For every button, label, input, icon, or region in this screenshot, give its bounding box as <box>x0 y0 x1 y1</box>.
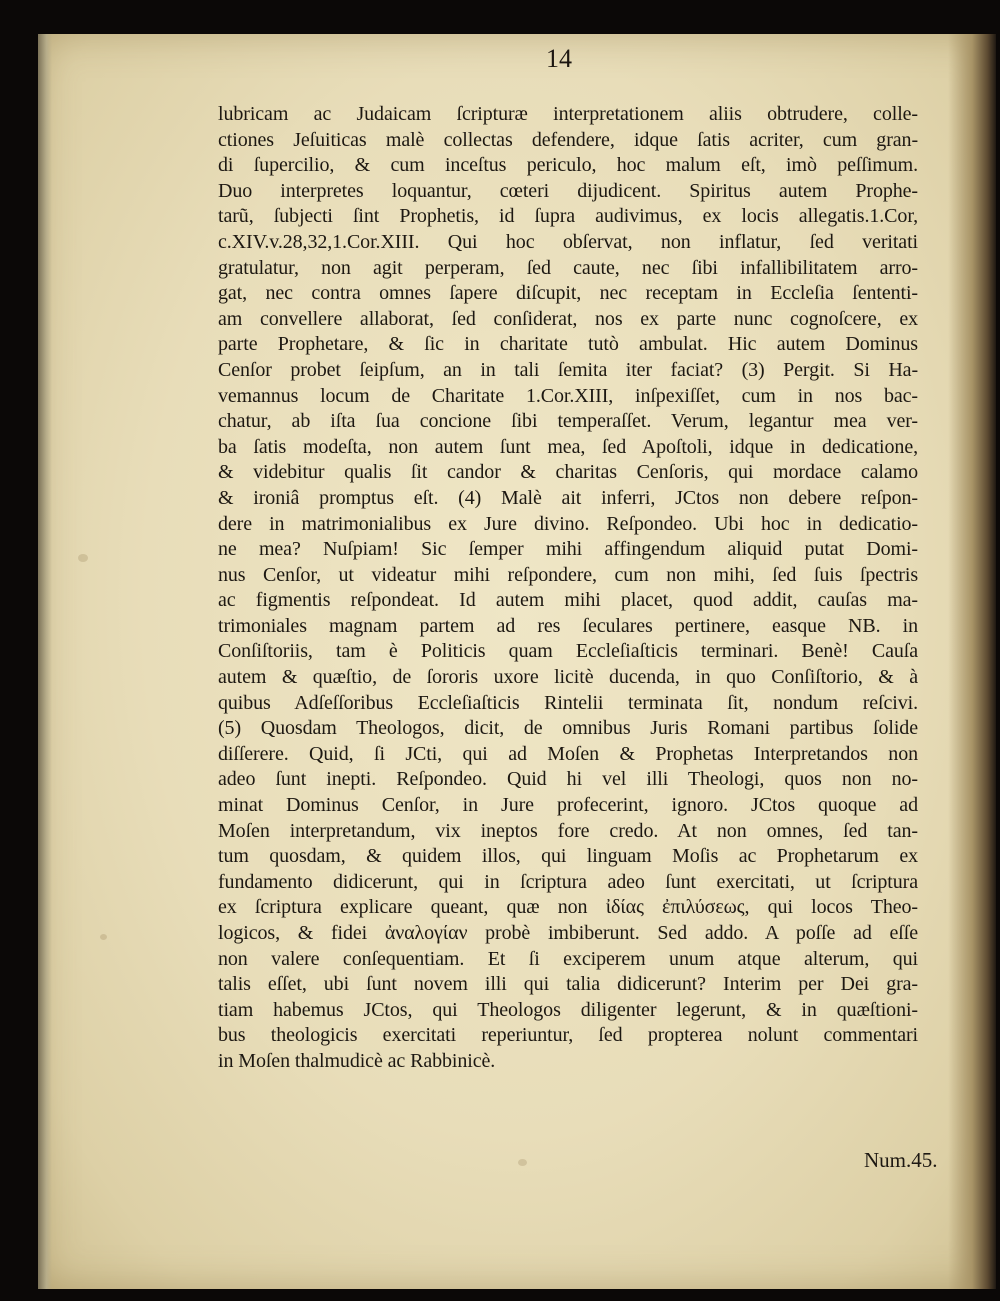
text-line: dere in matrimonialibus ex Jure divino. Reſpondeo. Ubi hoc in dedicatio- <box>218 512 918 535</box>
text-line: ba ſatis modeſta, non autem ſunt mea, ſed Apoſtoli, idque in dedicatione, <box>218 435 918 458</box>
text-line: ne mea? Nuſpiam! Sic ſemper mihi affingendum aliquid putat Domi- <box>218 538 918 561</box>
text-line: tarũ, ſubjecti ſint Prophetis, id ſupra audivimus, ex locis allegatis.1.Cor, <box>218 205 918 228</box>
page-number: 14 <box>546 44 572 73</box>
text-line: nus Cenſor, ut videatur mihi reſpondere, cum non mihi, ſed ſuis ſpectris <box>218 563 918 586</box>
page-gutter-shadow <box>948 34 996 1289</box>
text-line: trimoniales magnam partem ad res ſeculares pertinere, easque NB. in <box>218 614 918 637</box>
foxing-spot <box>100 934 107 940</box>
text-line: minat Dominus Cenſor, in Jure profecerint, ignoro. JCtos quoque ad <box>218 794 918 817</box>
text-line: adeo ſunt inepti. Reſpondeo. Quid hi vel illi Theologi, quos non no- <box>218 768 918 791</box>
text-line: autem & quæſtio, de ſororis uxore licitè ducenda, in quo Conſiſtorio, & à <box>218 666 918 689</box>
text-line: fundamento didicerunt, qui in ſcriptura adeo ſunt exercitati, ut ſcriptura <box>218 870 918 893</box>
text-line: ac figmentis reſpondeat. Id autem mihi placet, quod addit, cauſas ma- <box>218 589 918 612</box>
text-line: diſſerere. Quid, ſi JCti, qui ad Moſen & Prophetas Interpretandos non <box>218 742 918 765</box>
text-line: am convellere allaborat, ſed conſiderat, nos ex parte nunc cognoſcere, ex <box>218 307 918 330</box>
text-line: & ironiâ promptus eſt. (4) Malè ait inferri, JCtos non debere reſpon- <box>218 486 918 509</box>
page-left-edge <box>38 34 52 1289</box>
text-line: Cenſor probet ſeipſum, an in tali ſemita iter faciat? (3) Pergit. Si Ha- <box>218 358 918 381</box>
text-line: non valere conſequentiam. Et ſi exciperem unum atque alterum, qui <box>218 947 918 970</box>
text-line: parte Prophetare, & ſic in charitate tutò ambulat. Hic autem Dominus <box>218 333 918 356</box>
body-text <box>218 102 918 1075</box>
text-line: ctiones Jeſuiticas malè collectas defendere, idque ſatis acriter, cum gran- <box>218 128 918 151</box>
foxing-spot <box>518 1159 527 1166</box>
text-line: (5) Quosdam Theologos, dicit, de omnibus Juris Romani partibus ſolide <box>218 717 918 740</box>
text-line: & videbitur qualis ſit candor & charitas Cenſoris, qui mordace calamo <box>218 461 918 484</box>
text-line: c.XIV.v.28,32,1.Cor.XIII. Qui hoc obſervat, non inflatur, ſed veritati <box>218 230 918 253</box>
catchword: Num.45. <box>864 1148 938 1172</box>
text-line: talis eſſet, ubi ſunt novem illi qui talia didicerunt? Interim per Dei gra- <box>218 973 918 996</box>
text-line: lubricam ac Judaicam ſcripturæ interpretationem aliis obtrudere, colle- <box>218 103 918 125</box>
text-line: di ſupercilio, & cum inceſtus periculo, hoc malum eſt, imò peſſimum. <box>218 154 918 177</box>
text-line: Duo interpretes loquantur, cœteri dijudicent. Spiritus autem Prophe- <box>218 179 918 202</box>
foxing-spot <box>78 554 88 562</box>
text-line: vemannus locum de Charitate 1.Cor.XIII, inſpexiſſet, cum in nos bac- <box>218 384 918 407</box>
text-line: quibus Adſeſſoribus Eccleſiaſticis Rintelii terminata ſit, nondum reſcivi. <box>218 691 918 714</box>
text-line: ex ſcriptura explicare queant, quæ non ἰδίας ἐπιλύσεως, qui locos Theo- <box>218 896 918 919</box>
text-line: bus theologicis exercitati reperiuntur, ſed propterea nolunt commentari <box>218 1024 918 1047</box>
text-line: Conſiſtoriis, tam è Politicis quam Eccleſiaſticis terminari. Benè! Cauſa <box>218 640 918 663</box>
text-line: tum quosdam, & quidem illos, qui linguam Moſis ac Prophetarum ex <box>218 845 918 868</box>
text-line: Moſen interpretandum, vix ineptos fore credo. At non omnes, ſed tan- <box>218 819 918 842</box>
text-line: logicos, & fidei ἀναλογίαν probè imbiberunt. Sed addo. A poſſe ad eſſe <box>218 922 918 944</box>
text-line: tiam habemus JCtos, qui Theologos diligenter legerunt, & in quæſtioni- <box>218 998 918 1021</box>
text-line: gat, nec contra omnes ſapere diſcupit, nec receptam in Eccleſia ſententi- <box>218 282 918 305</box>
text-line: chatur, ab iſta ſua concione ſibi temperaſſet. Verum, legantur mea ver- <box>218 410 918 433</box>
text-line: gratulatur, non agit perperam, ſed caute, nec ſibi infallibilitatem arro- <box>218 256 918 279</box>
text-line: in Moſen thalmudicè ac Rabbinicè. <box>218 1049 496 1072</box>
